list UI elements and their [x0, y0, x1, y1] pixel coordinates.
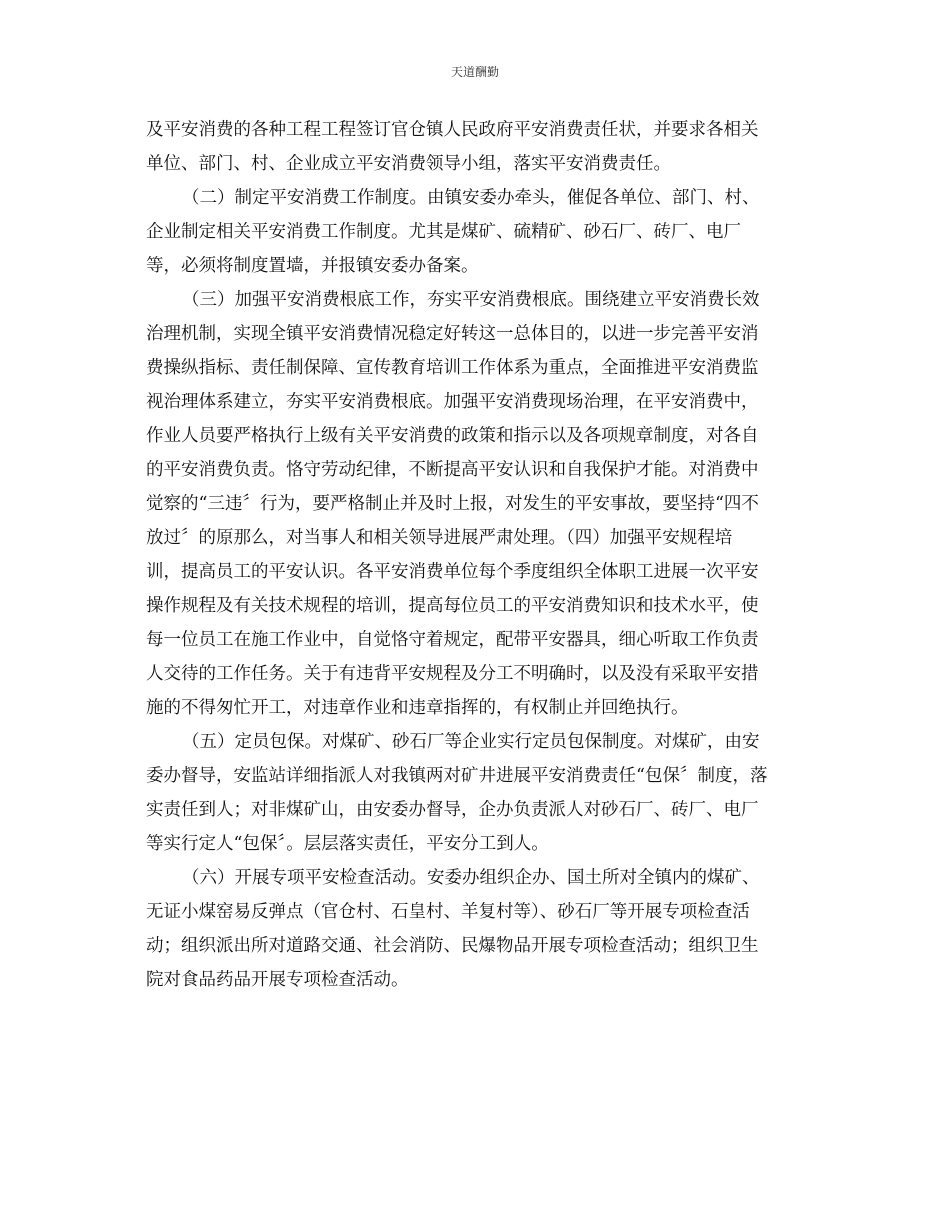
text-line: 无证小煤窑易反弹点（官仓村、石皇村、羊复村等）、砂石厂等开展专项检查活 — [146, 902, 750, 922]
text-line: 施的不得匆忙开工，对违章作业和违章指挥的，有权制止并回绝执行。 — [146, 698, 689, 718]
text-line: 的平安消费负责。恪守劳动纪律，不断提高平安认识和自我保护才能。对消费中 — [146, 460, 759, 480]
text-line: 觉察的“三违〞行为，要严格制止并及时上报，对发生的平安事故，要坚持“四不 — [146, 494, 759, 514]
text-line: 及平安消费的各种工程工程签订官仓镇人民政府平安消费责任状，并要求各相关 — [146, 120, 759, 140]
text-line: 治理机制，实现全镇平安消费情况稳定好转这一总体目的，以进一步完善平安消 — [146, 324, 759, 344]
body-text — [146, 113, 810, 997]
text-line: 企业制定相关平安消费工作制度。尤其是煤矿、硫精矿、砂石厂、砖厂、电厂 — [146, 222, 741, 242]
running-header: 天道酬勤 — [450, 65, 499, 79]
text-line: 委办督导，安监站详细指派人对我镇两对矿井进展平安消费责任“包保〞制度，落 — [146, 766, 768, 786]
text-line: 放过〞的原那么，对当事人和相关领导进展严肃处理。（四）加强平安规程培 — [146, 528, 733, 548]
text-line: （三）加强平安消费根底工作，夯实平安消费根底。围绕建立平安消费长效 — [182, 290, 760, 310]
text-line: 训，提高员工的平安认识。各平安消费单位每个季度组织全体职工进展一次平安 — [146, 562, 759, 582]
text-line: （二）制定平安消费工作制度。由镇安委办牵头，催促各单位、部门、村、 — [182, 188, 760, 208]
text-line: 等，必须将制度置墙，并报镇安委办备案。 — [146, 256, 479, 276]
text-line: 单位、部门、村、企业成立平安消费领导小组，落实平安消费责任。 — [146, 154, 671, 174]
text-line: （五）定员包保。对煤矿、砂石厂等企业实行定员包保制度。对煤矿，由安 — [182, 732, 760, 752]
text-line: （六）开展专项平安检查活动。安委办组织企办、国土所对全镇内的煤矿、 — [182, 868, 760, 888]
text-line: 操作规程及有关技术规程的培训，提高每位员工的平安消费知识和技术水平，使 — [146, 596, 759, 616]
text-line: 院对食品药品开展专项检查活动。 — [146, 970, 409, 990]
text-line: 人交待的工作任务。关于有违背平安规程及分工不明确时，以及没有采取平安措 — [146, 664, 759, 684]
text-line: 动；组织派出所对道路交通、社会消防、民爆物品开展专项检查活动；组织卫生 — [146, 936, 759, 956]
text-line: 视治理体系建立，夯实平安消费根底。加强平安消费现场治理，在平安消费中， — [146, 392, 759, 412]
text-line: 每一位员工在施工作业中，自觉恪守着规定，配带平安器具，细心听取工作负责 — [146, 630, 759, 650]
text-line: 作业人员要严格执行上级有关平安消费的政策和指示以及各项规章制度，对各自 — [146, 426, 759, 446]
text-line: 费操纵指标、责任制保障、宣传教育培训工作体系为重点，全面推进平安消费监 — [146, 358, 759, 378]
text-line: 等实行定人“包保〞。层层落实责任，平安分工到人。 — [146, 834, 549, 854]
text-line: 实责任到人；对非煤矿山，由安委办督导，企办负责派人对砂石厂、砖厂、电厂 — [146, 800, 759, 820]
